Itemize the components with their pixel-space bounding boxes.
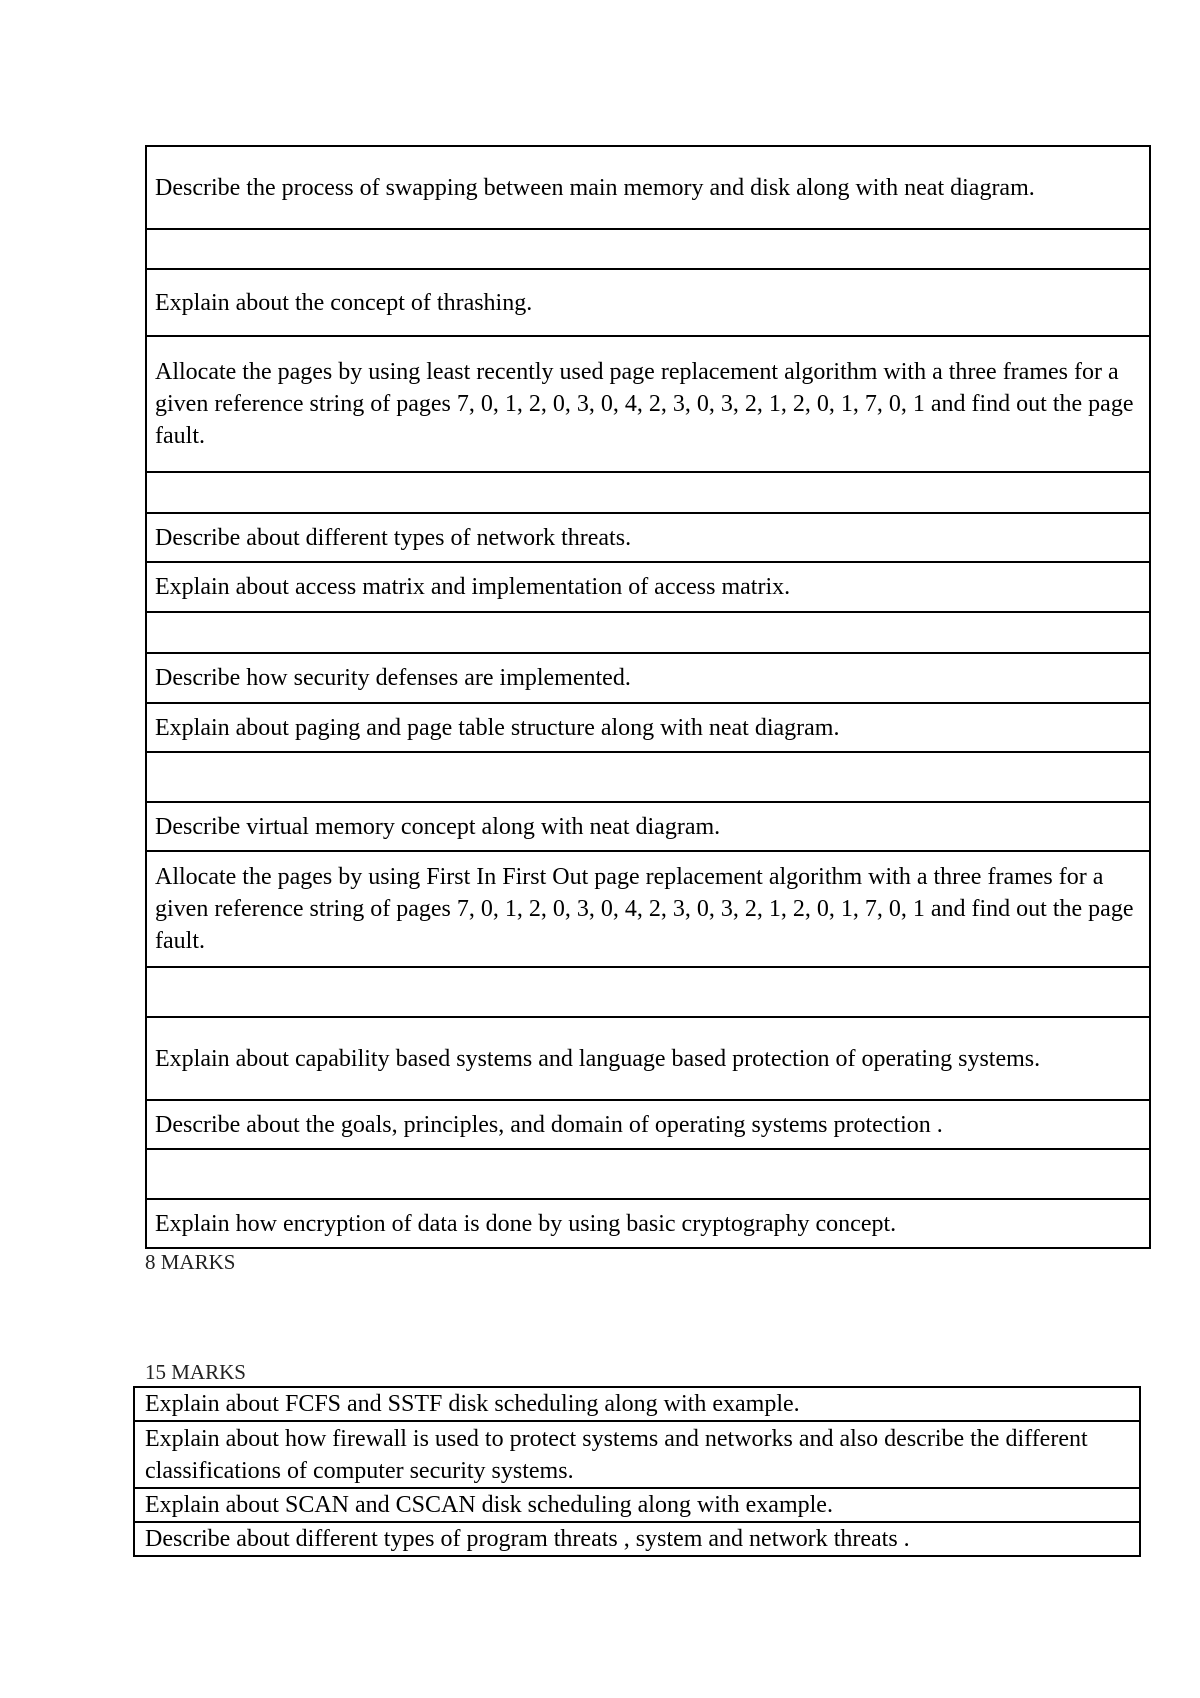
question-cell: Allocate the pages by using First In First Out page replacement algorithm with a three frames for a given reference string of pages 7, 0, 1, 2, 0, 3, 0, 4, 2, 3, 0, 3, 2, 1, 2, 0, 1, 7, 0, 1 and find out the page fault.: [146, 851, 1150, 967]
empty-cell: [146, 1149, 1150, 1199]
question-cell: Explain how encryption of data is done by using basic cryptography concept.: [146, 1199, 1150, 1248]
question-cell: Explain about capability based systems and language based protection of operating systems.: [146, 1017, 1150, 1100]
question-cell: Describe how security defenses are implemented.: [146, 653, 1150, 703]
question-cell: Explain about SCAN and CSCAN disk scheduling along with example.: [134, 1488, 1140, 1522]
empty-cell: [146, 612, 1150, 653]
question-cell: Describe virtual memory concept along with neat diagram.: [146, 802, 1150, 851]
question-cell: Describe about different types of network threats.: [146, 513, 1150, 562]
questions-table-15-marks: [133, 1386, 1141, 1557]
question-cell: Allocate the pages by using least recently used page replacement algorithm with a three frames for a given reference string of pages 7, 0, 1, 2, 0, 3, 0, 4, 2, 3, 0, 3, 2, 1, 2, 0, 1, 7, 0, 1 and find out the page fault.: [146, 336, 1150, 472]
question-cell: Explain about FCFS and SSTF disk scheduling along with example.: [134, 1387, 1140, 1421]
question-cell: Explain about the concept of thrashing.: [146, 269, 1150, 336]
question-cell: Explain about how firewall is used to protect systems and networks and also describe the different classifications of computer security systems.: [134, 1421, 1140, 1488]
marks-15-label: 15 MARKS: [145, 1360, 246, 1384]
question-cell: Describe about different types of program threats , system and network threats .: [134, 1522, 1140, 1556]
question-cell: Explain about access matrix and implementation of access matrix.: [146, 562, 1150, 612]
marks-8-label: 8 MARKS: [145, 1250, 236, 1274]
question-cell: Describe about the goals, principles, and domain of operating systems protection .: [146, 1100, 1150, 1149]
questions-table-8-marks: [145, 145, 1151, 1249]
empty-cell: [146, 472, 1150, 513]
empty-cell: [146, 229, 1150, 269]
empty-cell: [146, 752, 1150, 802]
empty-cell: [146, 967, 1150, 1017]
question-cell: Explain about paging and page table structure along with neat diagram.: [146, 703, 1150, 752]
question-cell: Describe the process of swapping between main memory and disk along with neat diagram.: [146, 146, 1150, 229]
